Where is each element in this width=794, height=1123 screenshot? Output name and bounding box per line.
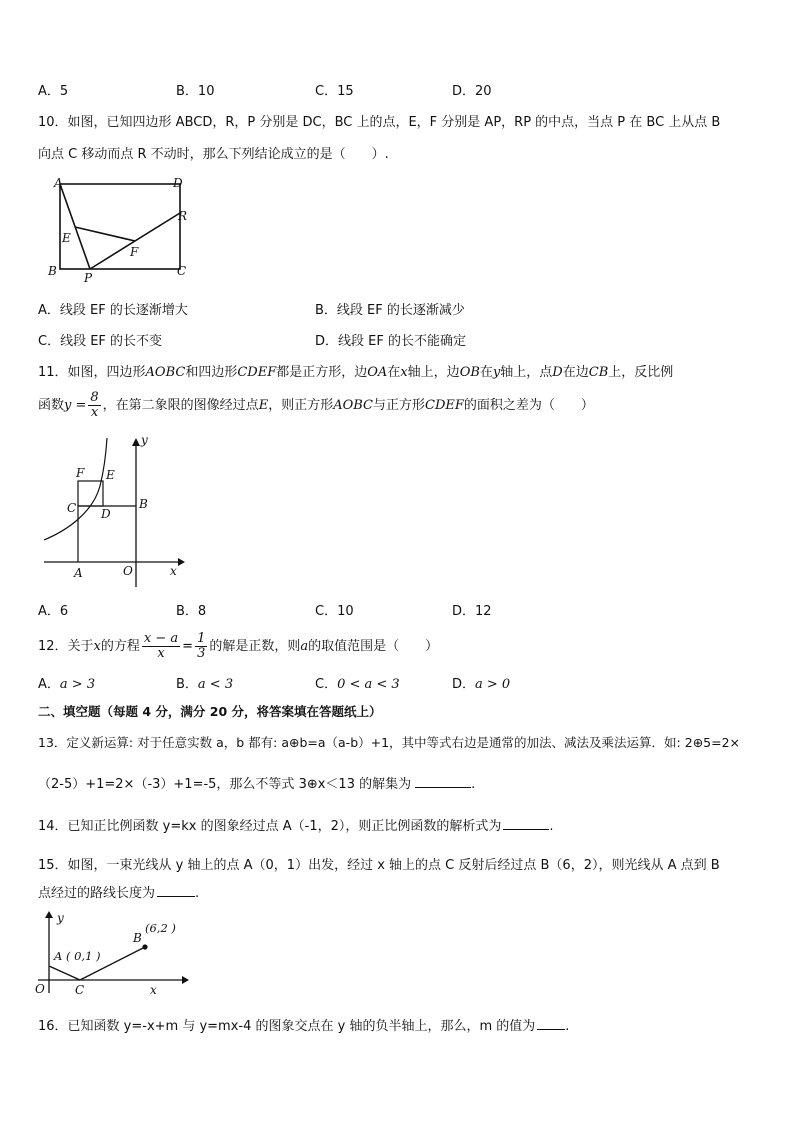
question-14: 14．已知正比例函数 y=kx 的图象经过点 A（-1，2），则正比例函数的解析式为 . (38, 819, 554, 834)
q9-option-a: A．5 (38, 84, 69, 99)
q11-option-c: C．10 (315, 604, 354, 619)
q10-figure (44, 172, 204, 284)
section-2-heading: 二、填空题（每题 4 分，满分 20 分，将答案填在答题纸上） (38, 704, 382, 719)
q10-segment-ap (60, 184, 90, 269)
q11-label-f: F (76, 466, 85, 480)
q11-square-cdef (78, 481, 103, 506)
q11-option-d: D．12 (452, 604, 492, 619)
q10-label-d: D (173, 176, 183, 190)
q15-label-o: O (35, 982, 45, 996)
q12-fraction-right: $\frac{1}{3}$ (197, 631, 206, 661)
q12-option-c: C．0 < a < 3 (315, 677, 400, 692)
q10-option-b: B．线段 EF 的长逐渐减少 (315, 303, 465, 318)
q15-label-a: A ( 0,1 ) (54, 949, 101, 963)
q10-option-d: D．线段 EF 的长不能确定 (315, 334, 466, 349)
q13-text-line2: （2-5）+1=2×（-3）+1=-5，那么不等式 3⊕x＜13 的解集为 . (38, 777, 476, 792)
q13-text-line1: 13．定义新运算: 对于任意实数 a，b 都有: a⊕b=a（a-b）+1，其中等式右边是通常的加法、减法及乘法运算．如: 2⊕5=2× (38, 735, 741, 750)
q9-option-d: D．20 (452, 84, 492, 99)
q10-label-a: A (54, 176, 63, 190)
q11-label-c: C (67, 501, 77, 515)
q12-fraction-left: $\frac{x - a}{x}$ (143, 631, 179, 661)
question-16: 16．已知函数 y=-x+m 与 y=mx-4 的图象交点在 y 轴的负半轴上，那么，m 的值为 . (38, 1019, 570, 1034)
q11-label-d: D (101, 507, 111, 521)
q10-option-a: A．线段 EF 的长逐渐增大 (38, 303, 188, 318)
q11-text-line2: 函数y = $\frac{8}{x}$ ，在第二象限的图像经过点E，则正方形AOBC与正方形CDEF的面积之差为（ ） (38, 390, 594, 420)
q11-x-arrow (178, 558, 185, 566)
q12-option-d: D．a > 0 (452, 677, 511, 692)
q10-text-line1: 10．如图，已知四边形 ABCD，R，P 分别是 DC，BC 上的点，E，F 分别是 AP，RP 的中点，当点 P 在 BC 上从点 B (38, 115, 721, 130)
q12-option-a: A．a > 3 (38, 677, 96, 692)
q11-text-line1: 11．如图，四边形AOBC和四边形CDEF都是正方形，边OA在x轴上，边OB在y轴上，点D在边CB上，反比例 (38, 365, 674, 380)
q11-hyperbola (44, 438, 107, 540)
q11-label-b: B (139, 497, 148, 511)
q15-label-c: C (75, 983, 85, 997)
q15-figure (32, 908, 192, 998)
q15-answer-blank[interactable] (157, 884, 195, 897)
q15-ray-ac (49, 966, 80, 980)
q11-y-arrow (132, 438, 140, 446)
q11-label-y: y (141, 433, 148, 447)
q12-option-b: B．a < 3 (176, 677, 234, 692)
q15-y-arrow (45, 911, 53, 918)
q15-label-b: B (133, 931, 142, 945)
q11-figure (38, 432, 188, 587)
q15-label-y: y (57, 911, 64, 925)
q11-label-o: O (123, 564, 133, 578)
q10-text-line2: 向点 C 移动而点 R 不动时，那么下列结论成立的是（ ）. (38, 147, 389, 162)
q15-label-x: x (150, 983, 157, 997)
q11-label-a: A (74, 566, 83, 580)
q10-label-e: E (62, 231, 71, 245)
q16-answer-blank[interactable] (537, 1017, 565, 1030)
q10-label-p: P (84, 271, 93, 284)
q9-option-b: B．10 (176, 84, 215, 99)
q11-fraction: $\frac{8}{x}$ (90, 390, 99, 420)
q10-label-f: F (130, 245, 139, 259)
q10-rect-abcd (60, 184, 180, 269)
q11-option-b: B．8 (176, 604, 207, 619)
q11-option-a: A．6 (38, 604, 69, 619)
q14-answer-blank[interactable] (503, 817, 549, 830)
q9-option-c: C．15 (315, 84, 354, 99)
q12-text: 12．关于x的方程 $\frac{x - a}{x}$ = $\frac{1}{3}$ 的解是正数，则a的取值范围是（ ） (38, 631, 439, 661)
q10-label-r: R (178, 209, 188, 223)
q13-answer-blank[interactable] (415, 775, 471, 788)
q10-option-c: C．线段 EF 的长不变 (38, 334, 163, 349)
q11-label-e: E (106, 468, 115, 482)
q10-label-b: B (48, 264, 57, 278)
q15-point-b (142, 944, 147, 949)
q10-label-c: C (177, 264, 187, 278)
q15-text-line1: 15．如图，一束光线从 y 轴上的点 A（0，1）出发，经过 x 轴上的点 C 反射后经过点 B（6，2），则光线从 A 点到 B (38, 858, 720, 873)
q15-label-b-coord: (6,2 ) (145, 921, 176, 935)
q10-segment-ef (75, 227, 135, 241)
q15-text-line2: 点经过的路线长度为 . (38, 886, 200, 901)
q15-x-arrow (182, 976, 189, 984)
q11-label-x: x (170, 564, 177, 578)
